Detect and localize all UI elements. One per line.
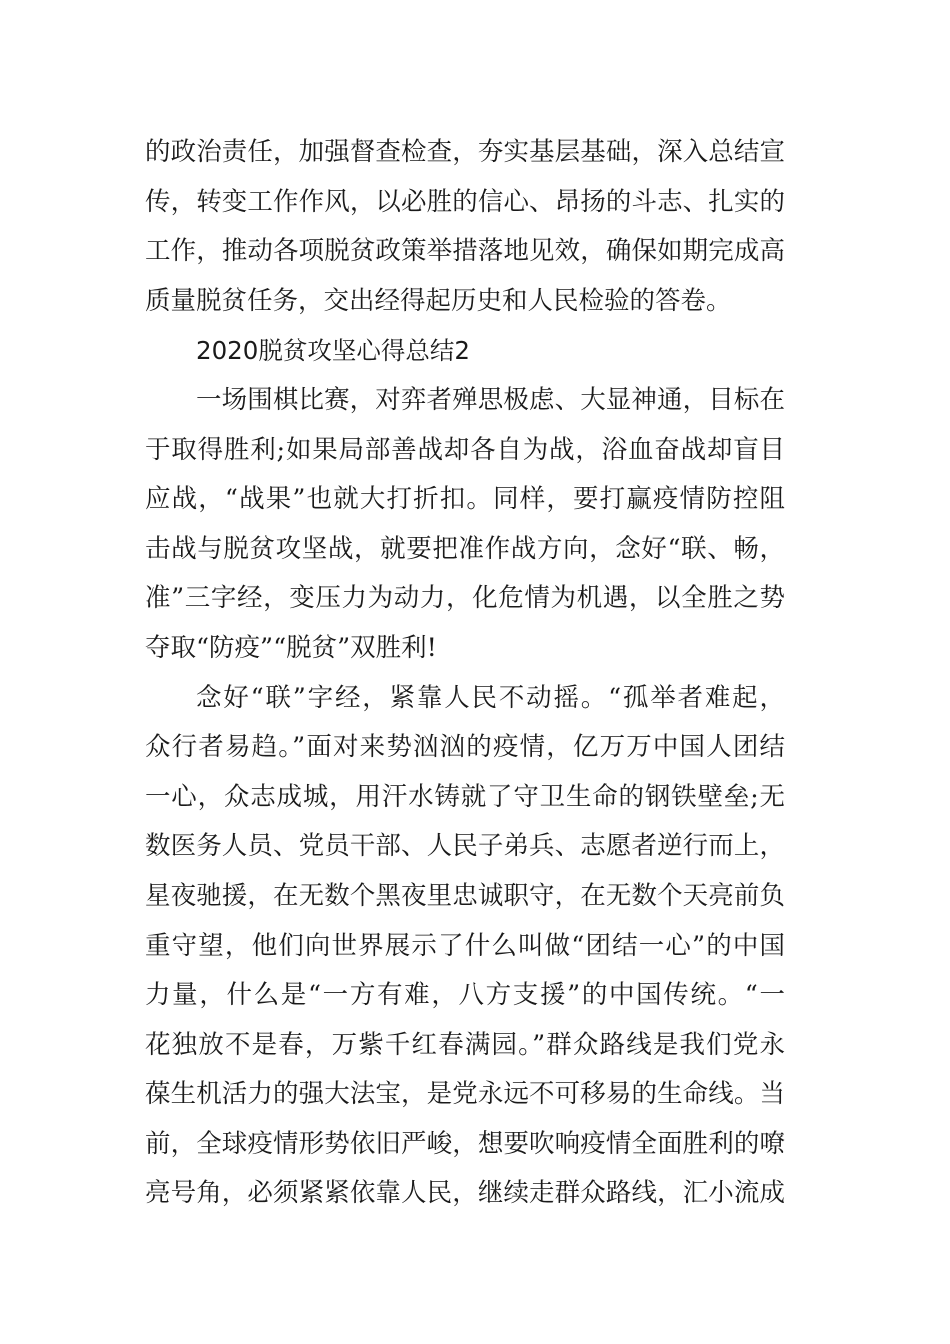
text-line: 前，全球疫情形势依旧严峻，想要吹响疫情全面胜利的嘹	[145, 1128, 785, 1159]
text-line: 花独放不是春，万紫千红春满园。”群众路线是我们党永	[145, 1029, 785, 1060]
text-line: 亮号角，必须紧紧依靠人民，继续走群众路线，汇小流成	[145, 1178, 785, 1209]
text-line: 念好“联”字经，紧靠人民不动摇。“孤举者难起，	[196, 682, 785, 713]
section-heading: 2020脱贫攻坚心得总结2	[196, 336, 470, 366]
text-line: 一心，众志成城，用汗水铸就了守卫生命的钢铁壁垒;无	[145, 781, 785, 812]
text-line: 准”三字经，变压力为动力，化危情为机遇，以全胜之势	[145, 583, 785, 614]
text-line: 力量，什么是“一方有难，八方支援”的中国传统。“一	[145, 980, 785, 1011]
text-line: 众行者易趋。”面对来势汹汹的疫情，亿万万中国人团结	[145, 732, 785, 763]
text-line: 数医务人员、党员干部、人民子弟兵、志愿者逆行而上，	[145, 831, 785, 862]
text-line: 击战与脱贫攻坚战，就要把准作战方向，念好“联、畅，	[145, 533, 785, 564]
text-line: 工作，推动各项脱贫政策举措落地见效，确保如期完成高	[145, 236, 785, 267]
text-line: 一场围棋比赛，对弈者殚思极虑、大显神通，目标在	[196, 384, 785, 415]
text-line: 传，转变工作作风，以必胜的信心、昂扬的斗志、扎实的	[145, 186, 785, 217]
text-line: 应战，“战果”也就大打折扣。同样，要打赢疫情防控阻	[145, 484, 785, 515]
text-line: 星夜驰援，在无数个黑夜里忠诚职守，在无数个天亮前负	[145, 880, 785, 911]
text-line: 重守望，他们向世界展示了什么叫做“团结一心”的中国	[145, 930, 785, 961]
text-line: 的政治责任，加强督查检查，夯实基层基础，深入总结宣	[145, 137, 785, 167]
text-line: 葆生机活力的强大法宝，是党永远不可移易的生命线。当	[145, 1079, 785, 1110]
text-line: 于取得胜利;如果局部善战却各自为战，浴血奋战却盲目	[145, 434, 785, 465]
text-line: 夺取“防疫”“脱贫”双胜利!	[145, 632, 437, 663]
text-line: 质量脱贫任务，交出经得起历史和人民检验的答卷。	[145, 285, 732, 316]
document-body	[145, 128, 785, 1219]
